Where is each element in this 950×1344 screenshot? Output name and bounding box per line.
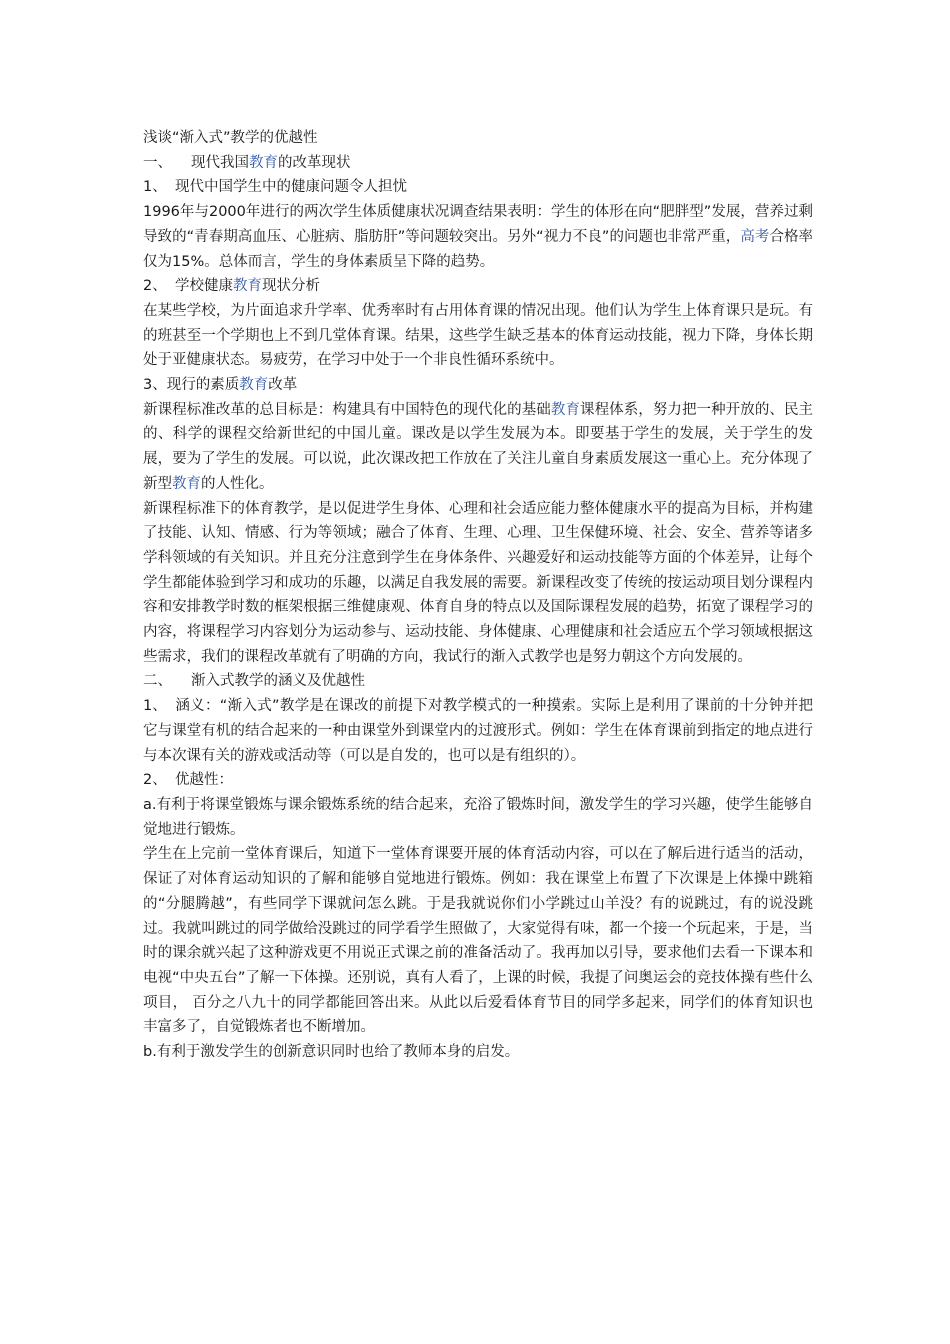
document-body [143, 126, 813, 1065]
education-link[interactable]: 教育 [239, 377, 269, 394]
section-heading-1: 一、 现代我国教育的改革现状 [143, 154, 351, 171]
paragraph-health-survey: 1996年与2000年进行的两次学生体质健康状况调查结果表明：学生的体形在向“肥胖型”发展，营养过剩导致的“青春期高血压、心脏病、脂肪肝”等问题较突出。另外“视力不良”的问题也非常严重，高考合格率仅为15%。总体而言，学生的身体素质呈下降的趋势。 [143, 204, 814, 270]
education-link[interactable]: 教育 [550, 401, 581, 418]
subheading-2-2: 2、 优越性： [143, 772, 233, 789]
subheading-2-1: 1、 涵义：“渐入式”教学是在课改的前提下对教学模式的一种摸索。实际上是利用了课前的十分钟并把它与课堂有机的结合起来的一种由课堂外到课堂内的过渡形式。例如：学生在体育课前到指定的地点进行与本次课有关的游戏或活动等（可以是自发的，也可以是有组织的）。 [143, 698, 813, 764]
list-item-b: b.有利于激发学生的创新意识同时也给了教师本身的启发。 [143, 1044, 520, 1061]
subheading-1-3: 3、现行的素质教育改革 [143, 377, 298, 394]
section-heading-2: 二、 渐入式教学的涵义及优越性 [143, 673, 365, 690]
subheading-1-2: 2、 学校健康教育现状分析 [143, 278, 320, 295]
paragraph-pe-teaching: 新课程标准下的体育教学，是以促进学生身体、心理和社会适应能力整体健康水平的提高为目标，并构建了技能、认知、情感、行为等领域；融合了体育、生理、心理、卫生保健环境、社会、安全、营养等诸多学科领域的有关知识。并且充分注意到学生在身体条件、兴趣爱好和运动技能等方面的个体差异，让每个学生都能体验到学习和成功的乐趣，以满足自我发展的需要。新课程改变了传统的按运动项目划分课程内容和安排教学时数的框架根据三维健康观、体育自身的特点以及国际课程发展的趋势，拓宽了课程学习的内容，将课程学习内容划分为运动参与、运动技能、身体健康、心理健康和社会适应五个学习领域根据这些需求，我们的课程改革就有了明确的方向，我试行的渐入式教学也是努力朝这个方向发展的。 [143, 500, 813, 665]
subheading-1-1: 1、 现代中国学生中的健康问题令人担忧 [143, 179, 407, 196]
list-item-a: a.有利于将课堂锻炼与课余锻炼系统的结合起来，充浴了锻炼时间，激发学生的学习兴趣，使学生能够自觉地进行锻炼。 [143, 796, 813, 838]
education-link[interactable]: 教育 [233, 278, 262, 295]
paragraph-curriculum-goal: 新课程标准改革的总目标是：构建具有中国特色的现代化的基础教育课程体系，努力把一种开放的、民主的、科学的课程交给新世纪的中国儿童。课改是以学生发展为本。即要基于学生的发展，关于学生的发展，要为了学生的发展。可以说，此次课改把工作放在了关注儿童自身素质发展这一重心上。充分体现了新型教育的人性化。 [143, 401, 814, 492]
document-title: 浅谈“渐入式”教学的优越性 [143, 130, 318, 146]
paragraph-school-status: 在某些学校，为片面追求升学率、优秀率时有占用体育课的情况出现。他们认为学生上体育课只是玩。有的班甚至一个学期也上不到几堂体育课。结果，这些学生缺乏基本的体育运动技能，视力下降，身体长期处于亚健康状态。易疲劳，在学习中处于一个非良性循环系统中。 [143, 302, 813, 369]
gaokao-link[interactable]: 高考 [740, 228, 770, 245]
education-link[interactable]: 教育 [172, 475, 201, 492]
paragraph-example: 学生在上完前一堂体育课后，知道下一堂体育课要开展的体育活动内容，可以在了解后进行适当的活动，保证了对体育运动知识的了解和能够自觉地进行锻炼。例如：我在课堂上布置了下次课是上体操中跳箱的“分腿腾越”，有些同学下课就问怎么跳。于是我就说你们小学跳过山羊没？有的说跳过，有的说没跳过。我就叫跳过的同学做给没跳过的同学看学生照做了，大家觉得有味，都一个接一个玩起来，于是，当时的课余就兴起了这种游戏更不用说正式课之前的准备活动了。我再加以引导，要求他们去看一下课本和电视“中央五台”了解一下体操。还别说，真有人看了，上课的时候，我提了问奥运会的竞技体操有些什么项目， 百分之八九十的同学都能回答出来。从此以后爱看体育节目的同学多起来，同学们的体育知识也丰富多了，自觉锻炼者也不断增加。 [143, 846, 813, 1036]
education-link[interactable]: 教育 [249, 154, 278, 171]
